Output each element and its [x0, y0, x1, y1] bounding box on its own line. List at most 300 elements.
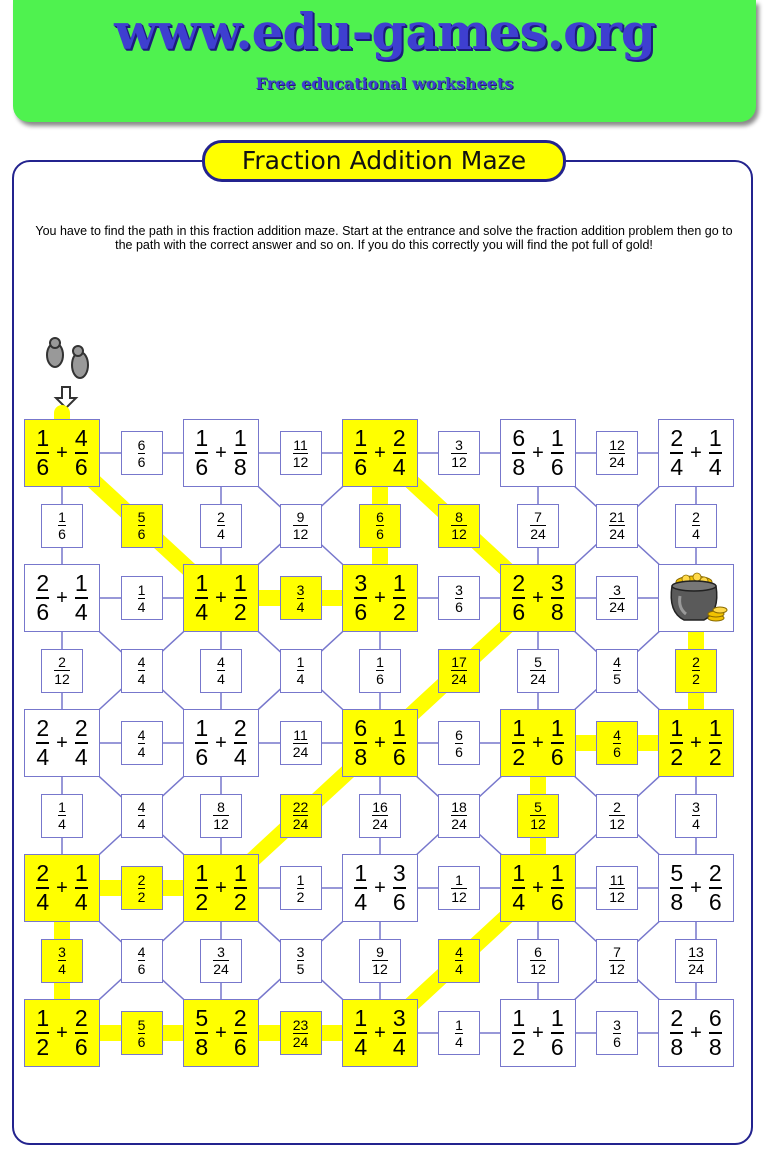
maze-problem[interactable] — [24, 854, 100, 922]
numerator: 1 — [354, 425, 368, 451]
numerator: 4 — [137, 654, 146, 670]
answer-box[interactable] — [438, 794, 480, 838]
denominator: 4 — [137, 671, 146, 687]
numerator: 6 — [376, 509, 384, 525]
answer-box[interactable] — [517, 939, 559, 983]
denominator: 24 — [451, 671, 467, 687]
answer-box[interactable] — [596, 1011, 638, 1055]
denominator: 2 — [36, 1034, 50, 1060]
maze-problem[interactable] — [658, 854, 734, 922]
numerator: 2 — [74, 715, 88, 741]
numerator: 6 — [512, 425, 526, 451]
numerator: 4 — [137, 726, 146, 743]
answer-box[interactable] — [121, 721, 163, 765]
numerator: 2 — [613, 799, 621, 815]
plus-sign: + — [532, 876, 544, 899]
fraction — [138, 945, 146, 976]
maze-problem[interactable] — [342, 709, 418, 777]
denominator: 2 — [512, 744, 526, 770]
answer-box[interactable] — [280, 794, 322, 838]
answer-box[interactable] — [121, 504, 163, 548]
fraction — [393, 1007, 406, 1059]
numerator: 2 — [233, 1005, 247, 1031]
denominator: 4 — [137, 743, 146, 760]
fraction — [692, 800, 700, 831]
answer-box[interactable] — [41, 504, 83, 548]
maze-problem[interactable] — [183, 854, 259, 922]
fraction — [512, 717, 525, 769]
fraction — [512, 1007, 525, 1059]
fraction — [530, 945, 546, 976]
answer-box[interactable] — [517, 794, 559, 838]
fraction — [297, 945, 305, 976]
plus-sign: + — [374, 441, 386, 464]
denominator: 4 — [354, 1034, 368, 1060]
answer-box[interactable] — [121, 1011, 163, 1055]
fraction — [354, 572, 367, 624]
fraction — [372, 800, 388, 831]
denominator: 24 — [292, 1033, 309, 1050]
answer-box[interactable] — [121, 794, 163, 838]
numerator: 5 — [534, 799, 542, 815]
answer-box[interactable] — [41, 794, 83, 838]
numerator: 1 — [512, 860, 526, 886]
answer-box[interactable] — [596, 504, 638, 548]
answer-box[interactable] — [280, 939, 322, 983]
denominator: 6 — [195, 744, 209, 770]
maze-problem[interactable] — [658, 709, 734, 777]
numerator: 1 — [195, 425, 209, 451]
answer-box[interactable] — [121, 866, 163, 910]
answer-box[interactable] — [280, 576, 322, 620]
fraction — [609, 583, 625, 614]
plus-sign: + — [532, 586, 544, 609]
numerator: 18 — [451, 799, 467, 815]
answer-box[interactable] — [438, 939, 480, 983]
denominator: 24 — [213, 961, 229, 977]
denominator: 4 — [392, 1034, 406, 1060]
denominator: 2 — [392, 599, 406, 625]
fraction — [709, 717, 722, 769]
denominator: 6 — [550, 889, 564, 915]
numerator: 3 — [392, 860, 406, 886]
fraction — [393, 427, 406, 479]
answer-box[interactable] — [675, 649, 717, 693]
denominator: 4 — [36, 889, 50, 915]
denominator: 8 — [708, 1034, 722, 1060]
numerator: 2 — [670, 425, 684, 451]
denominator: 4 — [512, 889, 526, 915]
answer-box[interactable] — [596, 721, 638, 765]
denominator: 24 — [451, 816, 467, 832]
fraction — [36, 862, 49, 914]
denominator: 6 — [36, 599, 50, 625]
answer-box[interactable] — [675, 794, 717, 838]
answer-box[interactable] — [438, 649, 480, 693]
numerator: 3 — [550, 570, 564, 596]
numerator: 3 — [455, 581, 463, 598]
denominator: 4 — [455, 961, 463, 977]
numerator: 3 — [58, 944, 66, 960]
numerator: 17 — [451, 654, 467, 670]
maze-problem[interactable] — [658, 999, 734, 1067]
fraction — [138, 728, 146, 759]
numerator: 2 — [708, 860, 722, 886]
numerator: 2 — [692, 509, 700, 525]
fraction — [709, 427, 722, 479]
maze-problem[interactable] — [24, 419, 100, 487]
fraction — [609, 800, 625, 831]
denominator: 12 — [451, 526, 467, 542]
denominator: 6 — [455, 743, 463, 760]
fraction — [293, 438, 309, 469]
fraction — [297, 583, 305, 614]
maze-problem[interactable] — [500, 999, 576, 1067]
fraction — [670, 862, 683, 914]
pot-of-gold-icon — [664, 570, 728, 626]
numerator: 1 — [233, 425, 247, 451]
denominator: 4 — [455, 1033, 463, 1050]
fraction — [692, 655, 700, 686]
fraction — [217, 655, 225, 686]
denominator: 12 — [213, 816, 229, 832]
fraction — [58, 945, 66, 976]
numerator: 6 — [534, 944, 542, 960]
answer-box[interactable] — [121, 576, 163, 620]
answer-box[interactable] — [517, 649, 559, 693]
answer-box[interactable] — [359, 649, 401, 693]
numerator: 5 — [137, 1016, 146, 1033]
plus-sign: + — [532, 441, 544, 464]
answer-box[interactable] — [121, 939, 163, 983]
answer-box[interactable] — [675, 939, 717, 983]
denominator: 12 — [530, 961, 546, 977]
numerator: 3 — [392, 1005, 406, 1031]
numerator: 2 — [36, 570, 50, 596]
denominator: 24 — [292, 816, 309, 832]
answer-box[interactable] — [438, 431, 480, 475]
numerator: 7 — [534, 509, 542, 525]
denominator: 4 — [354, 889, 368, 915]
numerator: 2 — [137, 871, 146, 888]
pot-of-gold-icon[interactable] — [658, 564, 734, 632]
maze-problem[interactable] — [24, 999, 100, 1067]
fraction — [609, 510, 625, 541]
denominator: 6 — [376, 526, 384, 542]
numerator: 8 — [217, 799, 225, 815]
answer-box[interactable] — [438, 1011, 480, 1055]
denominator: 6 — [137, 961, 146, 977]
numerator: 2 — [74, 1005, 88, 1031]
denominator: 8 — [670, 1034, 684, 1060]
fraction — [293, 728, 309, 759]
maze-problem[interactable] — [342, 854, 418, 922]
denominator: 2 — [670, 744, 684, 770]
numerator: 1 — [195, 570, 209, 596]
denominator: 12 — [292, 526, 309, 542]
fraction — [512, 572, 525, 624]
denominator: 2 — [137, 888, 146, 905]
fraction — [376, 655, 384, 686]
plus-sign: + — [532, 1021, 544, 1044]
plus-sign: + — [56, 731, 68, 754]
maze-problem[interactable] — [183, 564, 259, 632]
denominator: 8 — [512, 454, 526, 480]
denominator: 24 — [372, 816, 388, 832]
answer-box[interactable] — [596, 431, 638, 475]
plus-sign: + — [690, 876, 702, 899]
maze-problem[interactable] — [500, 419, 576, 487]
fraction — [512, 862, 525, 914]
denominator: 6 — [512, 599, 526, 625]
numerator: 1 — [512, 1005, 526, 1031]
answer-box[interactable] — [596, 866, 638, 910]
maze-problem[interactable] — [24, 709, 100, 777]
numerator: 3 — [296, 581, 305, 598]
denominator: 12 — [609, 961, 625, 977]
maze-problem[interactable] — [183, 999, 259, 1067]
fraction — [451, 655, 467, 686]
answer-box[interactable] — [41, 649, 83, 693]
fraction — [451, 800, 467, 831]
fraction — [217, 510, 225, 541]
plus-sign: + — [56, 586, 68, 609]
site-name[interactable]: www.edu-games.org — [114, 2, 655, 61]
numerator: 1 — [708, 715, 722, 741]
numerator: 2 — [58, 654, 66, 670]
numerator: 16 — [372, 799, 388, 815]
answer-box[interactable] — [596, 939, 638, 983]
answer-box[interactable] — [280, 431, 322, 475]
denominator: 2 — [233, 889, 247, 915]
denominator: 12 — [451, 453, 467, 470]
denominator: 4 — [217, 526, 225, 542]
numerator: 1 — [137, 581, 146, 598]
numerator: 1 — [670, 715, 684, 741]
answer-box[interactable] — [675, 504, 717, 548]
numerator: 3 — [613, 1016, 621, 1033]
numerator: 1 — [296, 871, 305, 888]
numerator: 1 — [512, 715, 526, 741]
numerator: 9 — [296, 509, 305, 525]
fraction — [234, 572, 247, 624]
maze-problem[interactable] — [342, 564, 418, 632]
fraction — [58, 800, 66, 831]
answer-box[interactable] — [359, 794, 401, 838]
fraction — [36, 717, 49, 769]
answer-box[interactable] — [41, 939, 83, 983]
answer-box[interactable] — [200, 939, 242, 983]
fraction — [609, 438, 625, 469]
answer-box[interactable] — [200, 794, 242, 838]
answer-box[interactable] — [517, 504, 559, 548]
answer-box[interactable] — [121, 431, 163, 475]
answer-box[interactable] — [200, 504, 242, 548]
numerator: 4 — [137, 799, 146, 815]
answer-box[interactable] — [280, 1011, 322, 1055]
numerator: 2 — [392, 425, 406, 451]
fraction — [138, 873, 146, 904]
maze-problem[interactable] — [183, 709, 259, 777]
plus-sign: + — [56, 441, 68, 464]
fraction — [455, 728, 463, 759]
numerator: 1 — [233, 860, 247, 886]
numerator: 2 — [233, 715, 247, 741]
fraction — [195, 427, 208, 479]
fraction — [613, 1018, 621, 1049]
denominator: 2 — [512, 1034, 526, 1060]
numerator: 6 — [708, 1005, 722, 1031]
plus-sign: + — [56, 1021, 68, 1044]
answer-box[interactable] — [359, 939, 401, 983]
denominator: 4 — [58, 816, 66, 832]
fraction — [138, 510, 146, 541]
numerator: 11 — [293, 726, 308, 743]
plus-sign: + — [690, 1021, 702, 1044]
denominator: 24 — [609, 526, 625, 542]
denominator: 4 — [137, 598, 146, 615]
maze-problem[interactable] — [658, 419, 734, 487]
fraction — [195, 1007, 208, 1059]
numerator: 1 — [296, 654, 305, 670]
answer-box[interactable] — [438, 866, 480, 910]
numerator: 1 — [376, 654, 384, 670]
numerator: 22 — [292, 799, 309, 815]
fraction — [709, 1007, 722, 1059]
denominator: 24 — [530, 671, 546, 687]
numerator: 23 — [292, 1016, 309, 1033]
denominator: 8 — [354, 744, 368, 770]
fraction — [234, 1007, 247, 1059]
numerator: 1 — [74, 570, 88, 596]
plus-sign: + — [215, 586, 227, 609]
numerator: 9 — [376, 944, 384, 960]
numerator: 2 — [217, 509, 225, 525]
maze-problem[interactable] — [24, 564, 100, 632]
plus-sign: + — [374, 876, 386, 899]
numerator: 1 — [354, 860, 368, 886]
denominator: 8 — [233, 454, 247, 480]
denominator: 2 — [195, 889, 209, 915]
numerator: 4 — [613, 726, 621, 743]
denominator: 4 — [670, 454, 684, 480]
denominator: 6 — [376, 671, 384, 687]
fraction — [138, 655, 146, 686]
numerator: 2 — [512, 570, 526, 596]
numerator: 5 — [670, 860, 684, 886]
denominator: 12 — [530, 816, 546, 832]
denominator: 4 — [692, 816, 700, 832]
fraction — [530, 510, 546, 541]
answer-box[interactable] — [596, 794, 638, 838]
numerator: 2 — [36, 860, 50, 886]
denominator: 4 — [233, 744, 247, 770]
answer-box[interactable] — [280, 721, 322, 765]
maze-problem[interactable] — [342, 999, 418, 1067]
fraction — [138, 1018, 146, 1049]
numerator: 3 — [217, 944, 225, 960]
answer-box[interactable] — [121, 649, 163, 693]
answer-box[interactable] — [359, 504, 401, 548]
denominator: 2 — [296, 888, 305, 905]
fraction — [692, 510, 700, 541]
answer-box[interactable] — [438, 721, 480, 765]
maze-problem[interactable] — [500, 854, 576, 922]
fraction — [613, 655, 621, 686]
fraction — [393, 572, 406, 624]
numerator: 1 — [195, 860, 209, 886]
answer-box[interactable] — [438, 504, 480, 548]
numerator: 1 — [550, 1005, 564, 1031]
fraction — [530, 655, 546, 686]
fraction — [393, 717, 406, 769]
fraction — [451, 510, 467, 541]
fraction — [551, 717, 564, 769]
answer-box[interactable] — [596, 576, 638, 620]
denominator: 6 — [354, 454, 368, 480]
numerator: 4 — [74, 425, 88, 451]
answer-box[interactable] — [280, 866, 322, 910]
answer-box[interactable] — [438, 576, 480, 620]
fraction — [393, 862, 406, 914]
numerator: 2 — [36, 715, 50, 741]
denominator: 2 — [233, 599, 247, 625]
denominator: 6 — [613, 1033, 621, 1050]
denominator: 8 — [670, 889, 684, 915]
denominator: 24 — [609, 453, 625, 470]
denominator: 24 — [530, 526, 546, 542]
numerator: 4 — [613, 654, 621, 670]
maze-problem[interactable] — [183, 419, 259, 487]
denominator: 6 — [137, 453, 146, 470]
denominator: 6 — [550, 1034, 564, 1060]
answer-box[interactable] — [596, 649, 638, 693]
denominator: 6 — [550, 744, 564, 770]
numerator: 6 — [354, 715, 368, 741]
numerator: 1 — [354, 1005, 368, 1031]
maze-problem[interactable] — [500, 564, 576, 632]
fraction — [234, 427, 247, 479]
fraction — [138, 800, 146, 831]
numerator: 11 — [293, 436, 308, 453]
numerator: 3 — [613, 581, 621, 598]
numerator: 6 — [137, 436, 146, 453]
denominator: 6 — [354, 599, 368, 625]
fraction — [709, 862, 722, 914]
denominator: 6 — [58, 526, 66, 542]
numerator: 3 — [296, 944, 305, 960]
fraction — [195, 572, 208, 624]
numerator: 1 — [392, 715, 406, 741]
plus-sign: + — [374, 586, 386, 609]
maze-problem[interactable] — [342, 419, 418, 487]
answer-box[interactable] — [280, 504, 322, 548]
denominator: 6 — [392, 889, 406, 915]
answer-box[interactable] — [280, 649, 322, 693]
fraction — [195, 717, 208, 769]
numerator: 8 — [455, 509, 463, 525]
numerator: 5 — [534, 654, 542, 670]
answer-box[interactable] — [200, 649, 242, 693]
fraction — [688, 945, 704, 976]
maze-problem[interactable] — [500, 709, 576, 777]
fraction — [551, 862, 564, 914]
denominator: 4 — [692, 526, 700, 542]
fraction — [213, 800, 229, 831]
numerator: 6 — [455, 726, 463, 743]
denominator: 12 — [54, 671, 70, 687]
fraction — [670, 717, 683, 769]
